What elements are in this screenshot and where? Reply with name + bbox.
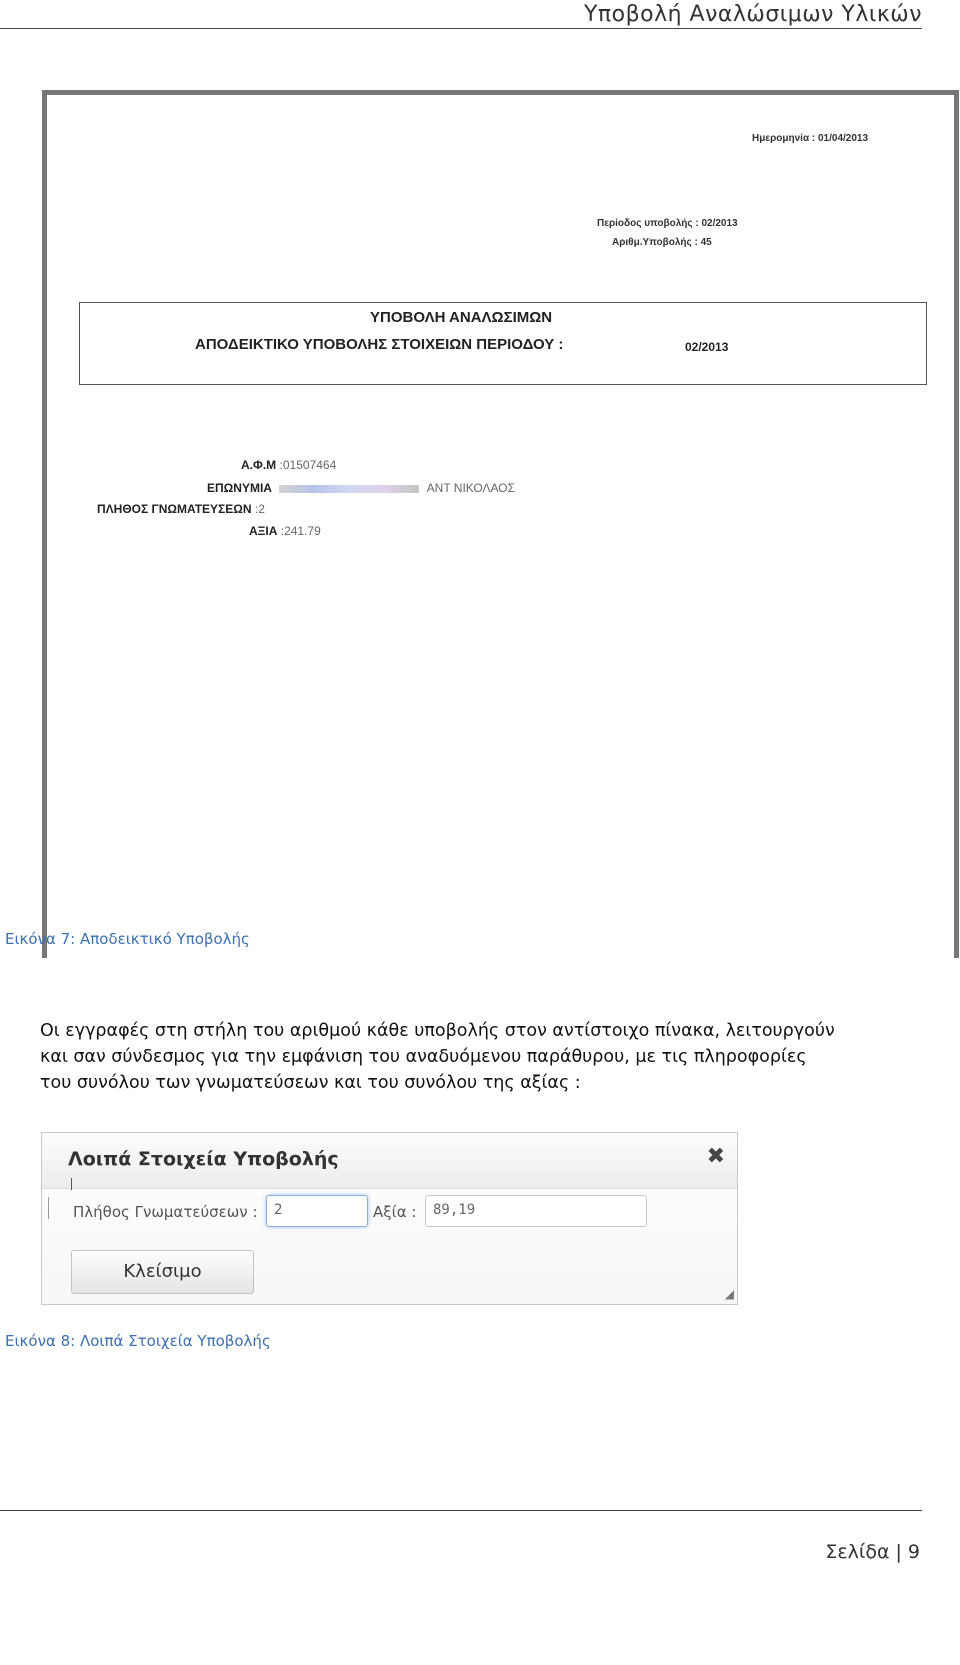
receipt-count-label: ΠΛΗΘΟΣ ΓΝΩΜΑΤΕΥΣΕΩΝ	[97, 502, 252, 516]
dialog-title: Λοιπά Στοιχεία Υποβολής	[68, 1148, 339, 1170]
count-field[interactable]: 2	[266, 1195, 368, 1227]
value-field[interactable]: 89,19	[425, 1195, 647, 1227]
receipt-afm-row	[241, 458, 336, 472]
document-header-title: Υποβολή Αναλώσιμων Υλικών	[583, 2, 922, 27]
receipt-submission-number: Αριθμ.Υποβολής : 45	[612, 237, 712, 248]
background-window-edge	[42, 1197, 49, 1219]
receipt-screenshot	[42, 90, 959, 958]
figure-8-caption: Εικόνα 8: Λοιπά Στοιχεία Υποβολής	[5, 1332, 271, 1350]
value-field-label: Αξία :	[373, 1203, 417, 1221]
close-button[interactable]: Κλείσιμο	[71, 1250, 254, 1294]
receipt-name-label: ΕΠΩΝΥΜΙΑ	[207, 481, 272, 495]
paragraph-line: Οι εγγραφές στη στήλη του αριθμού κάθε υποβολής στον αντίστοιχο πίνακα, λειτουργούν	[40, 1021, 835, 1041]
text-cursor	[71, 1178, 72, 1190]
footer-divider	[0, 1510, 922, 1511]
receipt-title: ΥΠΟΒΟΛΗ ΑΝΑΛΩΣΙΜΩΝ	[370, 309, 553, 326]
receipt-period: Περίοδος υποβολής : 02/2013	[597, 218, 738, 229]
receipt-title-box	[79, 302, 927, 385]
receipt-date: Ημερομηνία : 01/04/2013	[752, 133, 869, 144]
count-field-label: Πλήθος Γνωματεύσεων :	[73, 1203, 258, 1221]
receipt-value-value: :241.79	[280, 524, 321, 538]
receipt-afm-value: :01507464	[279, 458, 337, 472]
resize-grip-icon[interactable]: ◢	[724, 1287, 734, 1301]
dialog-header	[42, 1133, 737, 1189]
figure-7-caption: Εικόνα 7: Αποδεικτικό Υποβολής	[5, 930, 250, 948]
page-footer	[825, 1541, 920, 1563]
paragraph-line: του συνόλου των γνωματεύσεων και του συνόλου της αξίας :	[40, 1073, 581, 1093]
receipt-value-row	[249, 524, 321, 538]
receipt-count-row	[97, 502, 265, 516]
header-divider	[0, 28, 922, 29]
footer-separator: |	[895, 1541, 902, 1563]
page-number: 9	[907, 1541, 920, 1563]
receipt-subtitle: ΑΠΟΔΕΙΚΤΙΚΟ ΥΠΟΒΟΛΗΣ ΣΤΟΙΧΕΙΩΝ ΠΕΡΙΟΔΟΥ :	[195, 336, 564, 353]
page-label: Σελίδα	[825, 1541, 890, 1563]
receipt-name-value: ΑΝΤ ΝΙΚΟΛΑΟΣ	[426, 481, 516, 495]
close-icon[interactable]: ✖	[706, 1144, 725, 1169]
body-paragraph	[40, 1018, 860, 1096]
details-dialog-screenshot	[41, 1132, 738, 1305]
receipt-count-value: :2	[254, 502, 265, 516]
redacted-name-blur	[279, 485, 419, 493]
paragraph-line: και σαν σύνδεσμος για την εμφάνιση του αναδυόμενου παράθυρου, με τις πληροφορίες	[40, 1047, 807, 1067]
receipt-value-label: ΑΞΙΑ	[249, 524, 278, 538]
receipt-afm-label: Α.Φ.Μ	[241, 458, 277, 472]
receipt-subtitle-period: 02/2013	[685, 340, 729, 354]
receipt-name-row	[207, 481, 515, 495]
